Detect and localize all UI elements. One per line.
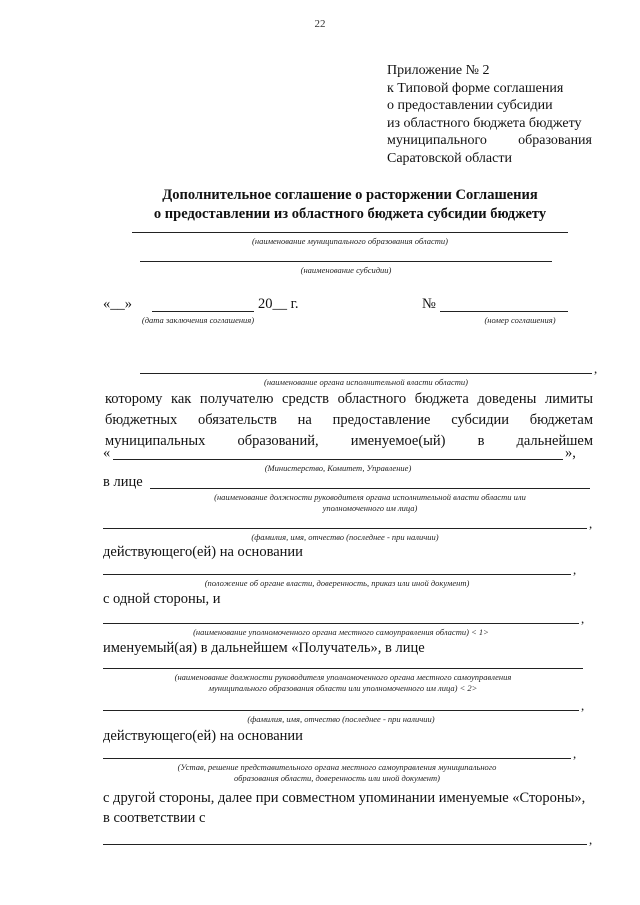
local-authority-line — [103, 623, 579, 624]
caption-head-position-2: муниципального образования области или уполномоченного им лица) < 2> — [208, 683, 478, 693]
page-number: 22 — [314, 18, 326, 30]
appendix-line: к Типовой форме соглашения — [387, 80, 564, 96]
comma: , — [581, 698, 585, 713]
document-title-line2: о предоставлении из областного бюджета субсидии бюджету — [153, 206, 547, 222]
caption-number: (номер соглашения) — [484, 315, 556, 325]
named-recipient-label: именуемый(ая) в дальнейшем «Получатель», в лице — [103, 640, 425, 656]
appendix-line: о предоставлении субсидии — [387, 98, 553, 113]
appendix-line: Приложение № 2 — [387, 63, 490, 78]
caption-head-position-1: (наименование должности руководителя уполномоченного органа местного самоуправления — [174, 672, 512, 682]
appendix-block — [387, 62, 592, 167]
word: бюджетам — [529, 412, 593, 428]
comma: , — [573, 562, 577, 577]
caption-charter-2: образования области, доверенность или иной документ) — [234, 773, 440, 783]
number-line — [440, 311, 568, 312]
comma: , — [589, 516, 593, 531]
word: обязательств — [197, 412, 277, 428]
word: предоставление — [332, 412, 431, 428]
caption-subsidy: (наименование субсидии) — [300, 265, 392, 275]
date-day: «__» — [103, 296, 132, 312]
document-title-line1: Дополнительное соглашение о расторжении Соглашения — [162, 187, 538, 203]
subsidy-line — [140, 261, 552, 262]
caption-date: (дата заключения соглашения) — [141, 315, 255, 325]
comma: , — [581, 611, 585, 626]
word: образований, — [237, 433, 319, 449]
appendix-word: муниципального — [387, 133, 487, 148]
ministry-close-quote: », — [565, 445, 576, 461]
comma: , — [589, 832, 593, 847]
date-month-line — [152, 311, 254, 312]
acting-basis2-label: действующего(ей) на основании — [103, 728, 303, 744]
word: бюджетных — [105, 412, 178, 428]
appendix-line: Саратовской области — [387, 150, 512, 166]
word: на — [297, 412, 312, 428]
in-person-label: в лице — [103, 474, 143, 490]
para1-line1: которому как получателю средств областного бюджета доведены лимиты — [105, 391, 593, 407]
word: муниципальных — [105, 433, 206, 449]
comma: , — [594, 361, 598, 376]
municipality-line — [132, 232, 568, 233]
caption-basis: (положение об органе власти, доверенность, приказ или иной документ) — [204, 578, 470, 588]
one-side-label: с одной стороны, и — [103, 591, 221, 607]
caption-ministry: (Министерство, Комитет, Управление) — [264, 463, 412, 473]
word: субсидии — [451, 412, 510, 428]
appendix-line: из областного бюджета бюджету — [387, 115, 582, 131]
accordance-label: в соответствии с — [103, 810, 206, 826]
accordance-line — [103, 844, 587, 845]
position-line — [150, 488, 590, 489]
word: именуемое(ый) — [350, 433, 446, 449]
authority-line — [140, 373, 592, 374]
word: в — [477, 433, 485, 449]
caption-municipality: (наименование муниципального образования области) — [252, 236, 448, 246]
acting-basis-label: действующего(ей) на основании — [103, 544, 303, 560]
caption-local-authority: (наименование уполномоченного органа местного самоуправления области) < 1> — [193, 627, 489, 637]
basis-line — [103, 574, 571, 575]
word: дальнейшем — [516, 433, 593, 449]
appendix-word: образования — [518, 133, 592, 148]
comma: , — [573, 746, 577, 761]
ministry-open-quote: « — [103, 445, 111, 461]
caption-charter-1: (Устав, решение представительного органа местного самоуправления муниципального — [177, 762, 497, 772]
head-position-line — [103, 668, 583, 669]
para1-line3 — [105, 433, 593, 450]
fio-line — [103, 528, 587, 529]
appendix-line-justified — [387, 132, 592, 150]
caption-position-2: уполномоченного им лица) — [322, 503, 418, 513]
caption-fio2: (фамилия, имя, отчество (последнее - при наличии) — [247, 714, 435, 724]
caption-fio: (фамилия, имя, отчество (последнее - при наличии) — [251, 532, 439, 542]
caption-authority: (наименование органа исполнительной власти области) — [263, 377, 468, 387]
date-year: 20__ г. — [258, 296, 299, 312]
caption-position-1: (наименование должности руководителя органа исполнительной власти области или — [214, 492, 526, 502]
para1-line2 — [105, 412, 593, 429]
charter-line — [103, 758, 571, 759]
other-side-text: с другой стороны, далее при совместном упоминании именуемые «Стороны», — [103, 790, 586, 806]
ministry-line — [113, 459, 563, 460]
number-sign: № — [422, 296, 436, 312]
fio2-line — [103, 710, 579, 711]
